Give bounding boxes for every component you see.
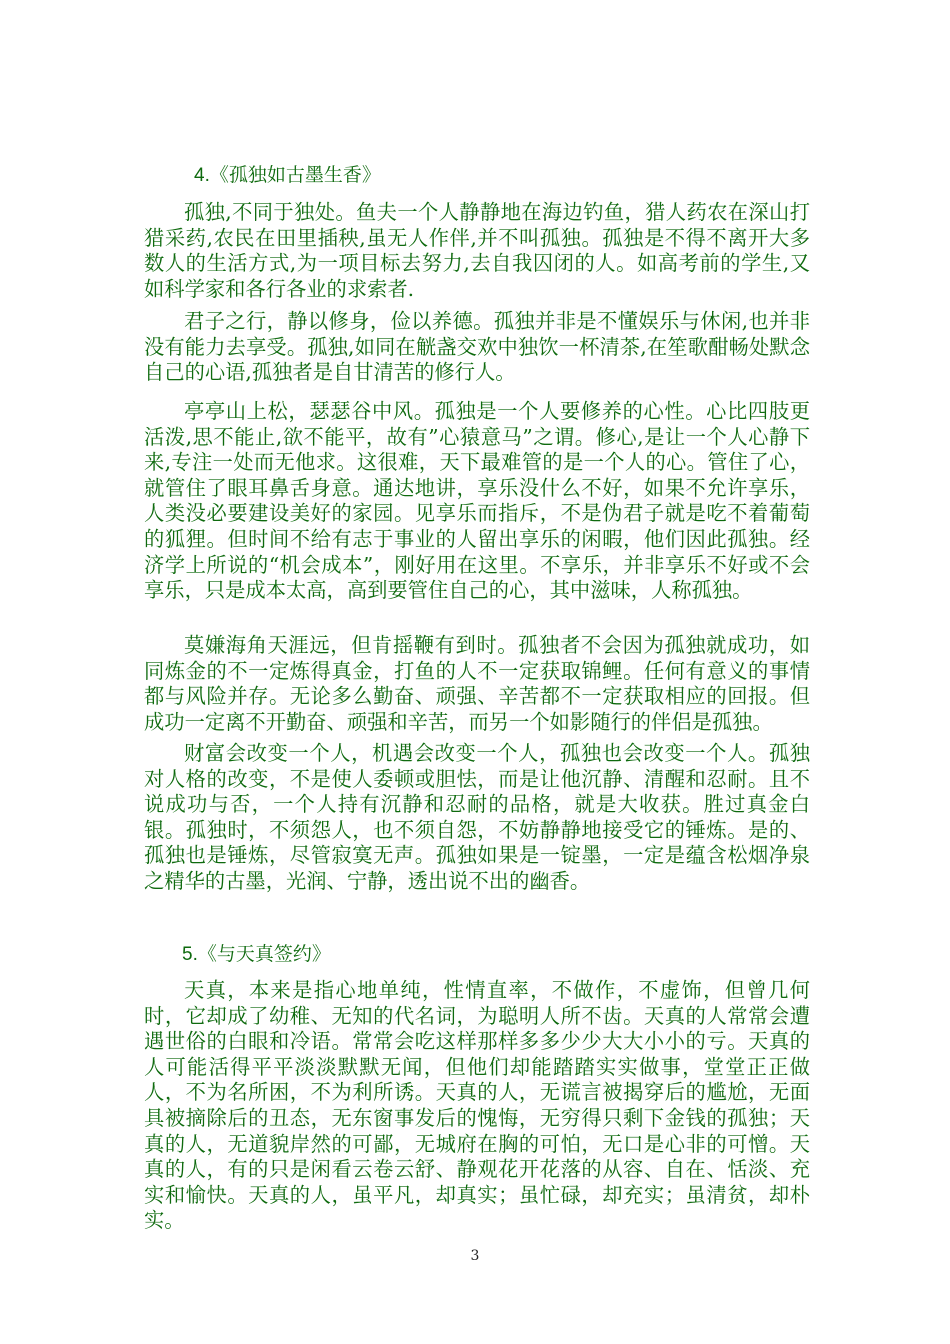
section-5-number: 5. — [182, 944, 198, 965]
section-5-heading — [182, 942, 331, 967]
page-number: 3 — [470, 1248, 480, 1264]
section-5-paragraph-1: 天真，本来是指心地单纯，性情直率，不做作，不虚饰，但曾几何时，它却成了幼稚、无知的代名词，为聪明人所不齿。天真的人常常会遭遇世俗的白眼和冷语。常常会吃这样那样多多少少大大小小的亏。天真的人可能活得平平淡淡默默无闻，但他们却能踏踏实实做事，堂堂正正做人，不为名所困，不为利所诱。天真的人，无谎言被揭穿后的尴尬，无面具被摘除后的丑态，无东窗事发后的愧悔，无穷得只剩下金钱的孤独；天真的人，无道貌岸然的可鄙，无城府在胸的可怕，无口是心非的可憎。天真的人，有的只是闲看云卷云舒、静观花开花落的从容、自在、恬淡、充实和愉快。天真的人，虽平凡，却真实；虽忙碌，却充实；虽清贫，却朴实。 — [144, 978, 810, 1233]
section-4-paragraph-4: 莫嫌海角天涯远，但肯摇鞭有到时。孤独者不会因为孤独就成功，如同炼金的不一定炼得真金，打鱼的人不一定获取锦鲤。任何有意义的事情都与风险并存。无论多么勤奋、顽强、辛苦都不一定获取相应的回报。但成功一定离不开勤奋、顽强和辛苦，而另一个如影随行的伴侣是孤独。 — [144, 633, 810, 734]
section-5-title: 《与天真签约》 — [197, 943, 331, 965]
section-4-paragraph-1: 孤独,不同于独处。鱼夫一个人静静地在海边钓鱼，猎人药农在深山打猎采药,农民在田里插秧,虽无人作伴,并不叫孤独。孤独是不得不离开大多数人的生活方式,为一项目标去努力,去自我囚闭的人。如高考前的学生,又如科学家和各行各业的求索者. — [144, 200, 810, 301]
section-4-paragraph-5: 财富会改变一个人，机遇会改变一个人，孤独也会改变一个人。孤独对人格的改变，不是使人委顿或胆怯，而是让他沉静、清醒和忍耐。且不说成功与否，一个人持有沉静和忍耐的品格，就是大收获。胜过真金白银。孤独时，不须怨人，也不须自怨，不妨静静地接受它的锤炼。是的、孤独也是锤炼，尽管寂寞无声。孤独如果是一锭墨，一定是蕴含松烟净泉之精华的古墨，光润、宁静，透出说不出的幽香。 — [144, 741, 810, 893]
section-4-heading — [194, 163, 381, 188]
section-4-number: 4. — [194, 165, 210, 186]
section-4-paragraph-2: 君子之行，静以修身，俭以养德。孤独并非是不懂娱乐与休闲,也并非没有能力去享受。孤独,如同在觥盏交欢中独饮一杯清茶,在笙歌酣畅处默念自己的心语,孤独者是自甘清苦的修行人。 — [144, 309, 810, 385]
section-4-title: 《孤独如古墨生香》 — [209, 164, 381, 186]
section-4-paragraph-3: 亭亭山上松，瑟瑟谷中风。孤独是一个人要修养的心性。心比四肢更活泼,思不能止,欲不能平，故有”心猿意马”之谓。修心,是让一个人心静下来,专注一处而无他求。这很难，天下最难管的是一个人的心。管住了心，就管住了眼耳鼻舌身意。通达地讲，享乐没什么不好，如果不允许享乐，人类没必要建设美好的家园。见享乐而指斥，不是伪君子就是吃不着葡萄的狐狸。但时间不给有志于事业的人留出享乐的闲暇，他们因此孤独。经济学上所说的“机会成本”，刚好用在这里。不享乐，并非享乐不好或不会享乐，只是成本太高，高到要管住自己的心，其中滋味，人称孤独。 — [144, 399, 810, 603]
